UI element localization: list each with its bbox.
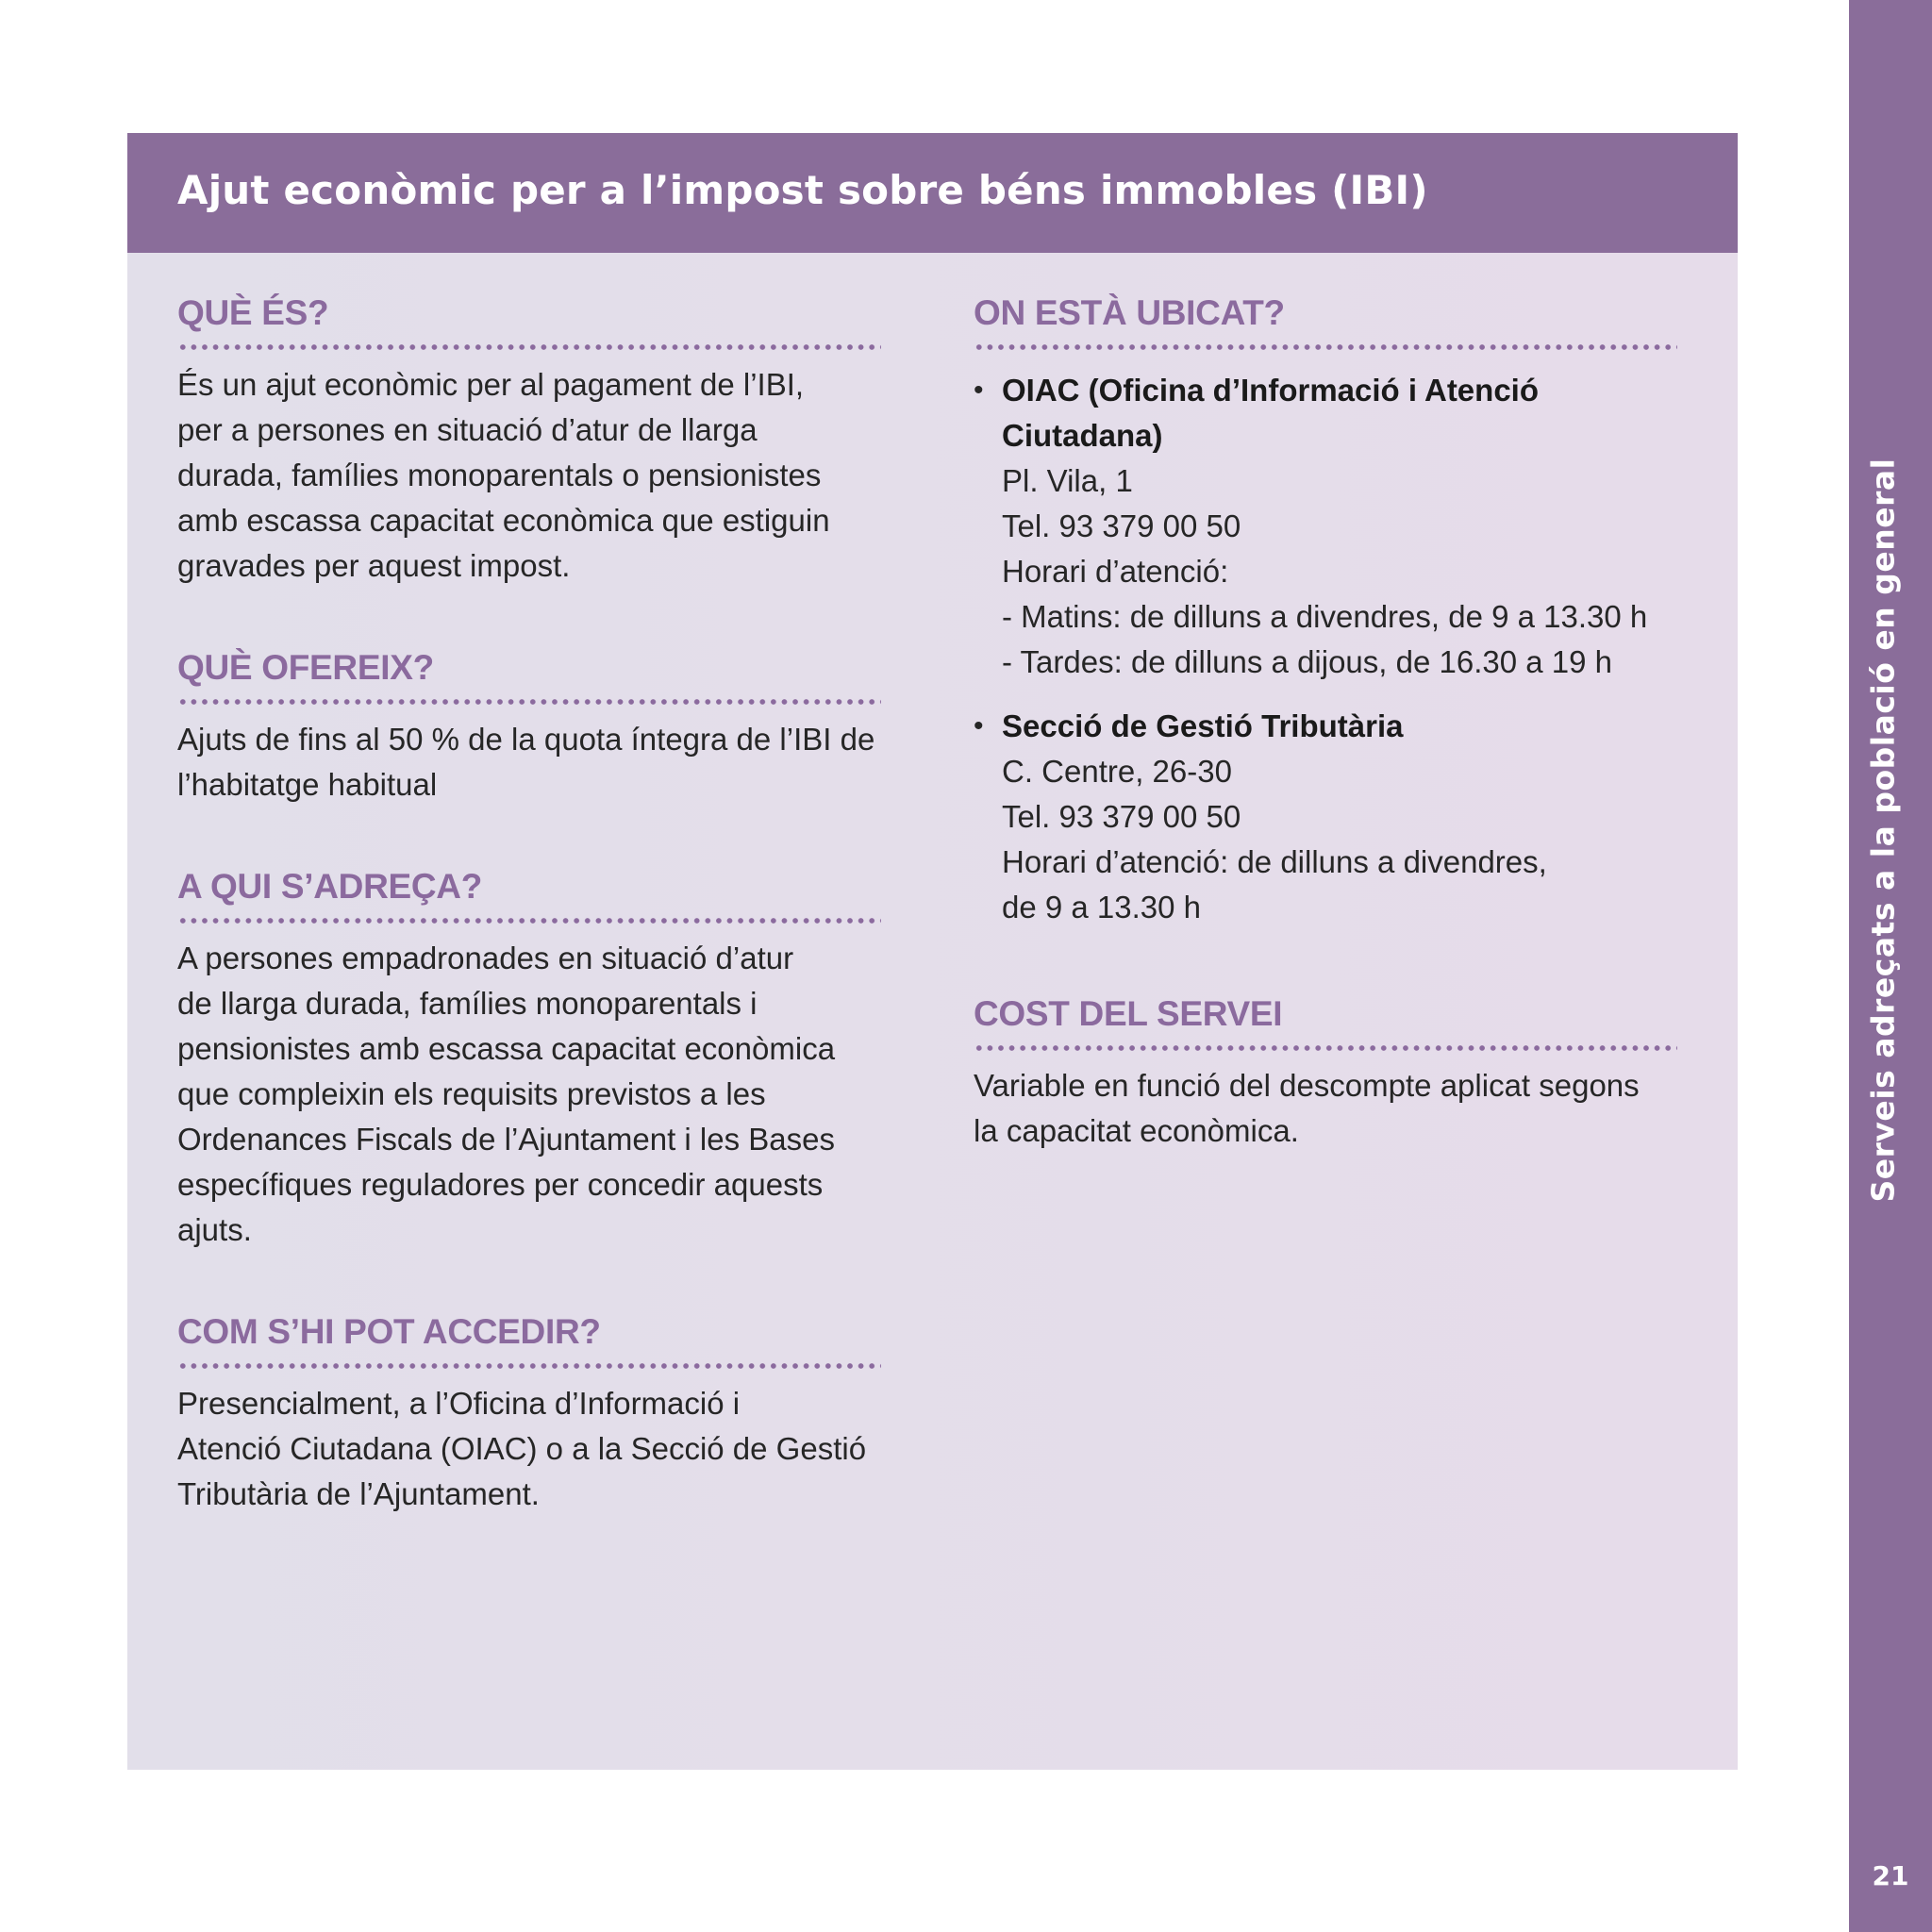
location-name: Ciutadana): [1002, 418, 1163, 453]
section-heading: COST DEL SERVEI: [974, 994, 1283, 1033]
section-line: per a persones en situació d’atur de llarga: [177, 412, 758, 447]
section-line: A persones empadronades en situació d’atur: [177, 941, 794, 975]
section-line: pensionistes amb escassa capacitat econòmica: [177, 1031, 836, 1066]
location-hours: - Matins: de dilluns a divendres, de 9 a 13.30 h: [1002, 599, 1648, 634]
location-hours: de 9 a 13.30 h: [1002, 890, 1202, 924]
panel-header: [127, 133, 1738, 253]
section-on-esta-ubicat: [974, 292, 1677, 930]
bullet: •: [974, 710, 984, 741]
section-line: amb escassa capacitat econòmica que estiguin: [177, 503, 830, 538]
section-line: de llarga durada, famílies monoparentals i: [177, 986, 758, 1021]
info-panel: [127, 133, 1738, 1770]
location-phone: Tel. 93 379 00 50: [1002, 508, 1241, 543]
section-heading: ON ESTÀ UBICAT?: [974, 293, 1285, 332]
dotted-divider: [974, 1044, 1677, 1052]
location-name: Secció de Gestió Tributària: [1002, 708, 1404, 743]
section-line: Tributària de l’Ajuntament.: [177, 1476, 540, 1511]
section-line: Atenció Ciutadana (OIAC) o a la Secció de Gestió: [177, 1431, 867, 1466]
dotted-divider: [177, 1362, 881, 1370]
section-heading: QUÈ ÉS?: [177, 293, 329, 332]
section-line: la capacitat econòmica.: [974, 1113, 1299, 1148]
location-phone: Tel. 93 379 00 50: [1002, 799, 1241, 834]
section-a-qui: [177, 866, 881, 1253]
dotted-divider: [177, 343, 881, 351]
location-item-oiac: [974, 368, 1677, 685]
dotted-divider: [177, 917, 881, 924]
location-address: C. Centre, 26-30: [1002, 754, 1232, 789]
section-line: És un ajut econòmic per al pagament de l’IBI,: [177, 367, 805, 402]
location-hours-label: Horari d’atenció:: [1002, 554, 1229, 589]
section-line: l’habitatge habitual: [177, 767, 438, 802]
side-tab-title: Serveis adreçats a la població en general: [1864, 458, 1902, 1203]
section-line: específiques reguladores per concedir aquests: [177, 1167, 824, 1202]
section-que-es: [177, 292, 881, 589]
location-hours: - Tardes: de dilluns a dijous, de 16.30 a 19 h: [1002, 644, 1612, 679]
location-address: Pl. Vila, 1: [1002, 463, 1133, 498]
section-heading: COM S’HI POT ACCEDIR?: [177, 1312, 601, 1351]
section-line: durada, famílies monoparentals o pensionistes: [177, 458, 822, 492]
section-heading: A QUI S’ADREÇA?: [177, 867, 483, 906]
location-name: OIAC (Oficina d’Informació i Atenció: [1002, 373, 1539, 408]
location-item-gestio: [974, 704, 1677, 930]
section-line: gravades per aquest impost.: [177, 548, 571, 583]
section-line: Ordenances Fiscals de l’Ajuntament i les Bases: [177, 1122, 835, 1157]
section-que-ofereix: [177, 647, 881, 808]
section-line: ajuts.: [177, 1212, 252, 1247]
panel-title: Ajut econòmic per a l’impost sobre béns immobles (IBI): [177, 167, 1428, 213]
dotted-divider: [974, 343, 1677, 351]
section-line: Presencialment, a l’Oficina d’Informació i: [177, 1386, 741, 1421]
section-line: que compleixin els requisits previstos a les: [177, 1076, 766, 1111]
location-hours: Horari d’atenció: de dilluns a divendres,: [1002, 844, 1547, 879]
section-line: Ajuts de fins al 50 % de la quota íntegra de l’IBI de: [177, 722, 875, 757]
dotted-divider: [177, 698, 881, 706]
section-line: Variable en funció del descompte aplicat segons: [974, 1068, 1640, 1103]
section-com-accedir: [177, 1311, 881, 1517]
section-heading: QUÈ OFEREIX?: [177, 648, 434, 687]
page-number: 21: [1872, 1860, 1909, 1891]
section-cost: [974, 993, 1677, 1154]
bullet: •: [974, 375, 984, 406]
